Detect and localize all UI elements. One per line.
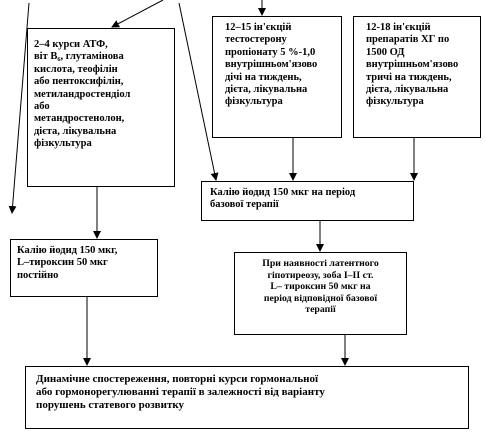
- potassium-iodide-base-box: [201, 181, 414, 221]
- arrow-top-to-atp: [112, 0, 163, 27]
- monitoring-box: [25, 366, 469, 429]
- hcg-box: [353, 16, 481, 138]
- potassium-iodide-thyroxine-text: Калію йодид 150 мкг, L–тироксин 50 мкг постійно: [17, 245, 118, 281]
- potassium-iodide-base-text: Калію йодид 150 мкг на період базової терапії: [210, 187, 356, 211]
- atp-course-box: [27, 28, 175, 187]
- testosterone-box: [212, 16, 342, 138]
- hcg-text: 12-18 ін'єкцій препаратів ХГ по 1500 ОД внутрішньом'язово тричі на тиждень, дієта, лікувальна фізкультура: [366, 22, 459, 108]
- atp-course-text: 2–4 курси АТФ, віт В₆, глутамінова кислота, теофілін або пентоксифілін, метиландростендіол або метандростенолон, дієта, лікувальна фізкультура: [34, 39, 131, 149]
- potassium-iodide-thyroxine-box: [10, 239, 158, 297]
- latent-hypothyroidism-text: При наявності латентного гіпотиреозу, зоба І–ІІ ст. L– тироксин 50 мкг на період відповідної базової терапії: [262, 258, 379, 316]
- monitoring-text: Динамічне спостереження, повторні курси гормональної або гормонорегулюванні терапії в залежності від варіанту порушень статевого розвитку: [36, 373, 325, 411]
- testosterone-text: 12–15 ін'єкцій тестостерону пропіонату 5 %-1,0 внутрішньом'язово дічі на тиждень, дієта, лікувальна фізкультура: [225, 22, 318, 108]
- arrow-top-to-iodide-base: [179, 3, 216, 180]
- latent-hypothyroidism-box: [234, 252, 407, 335]
